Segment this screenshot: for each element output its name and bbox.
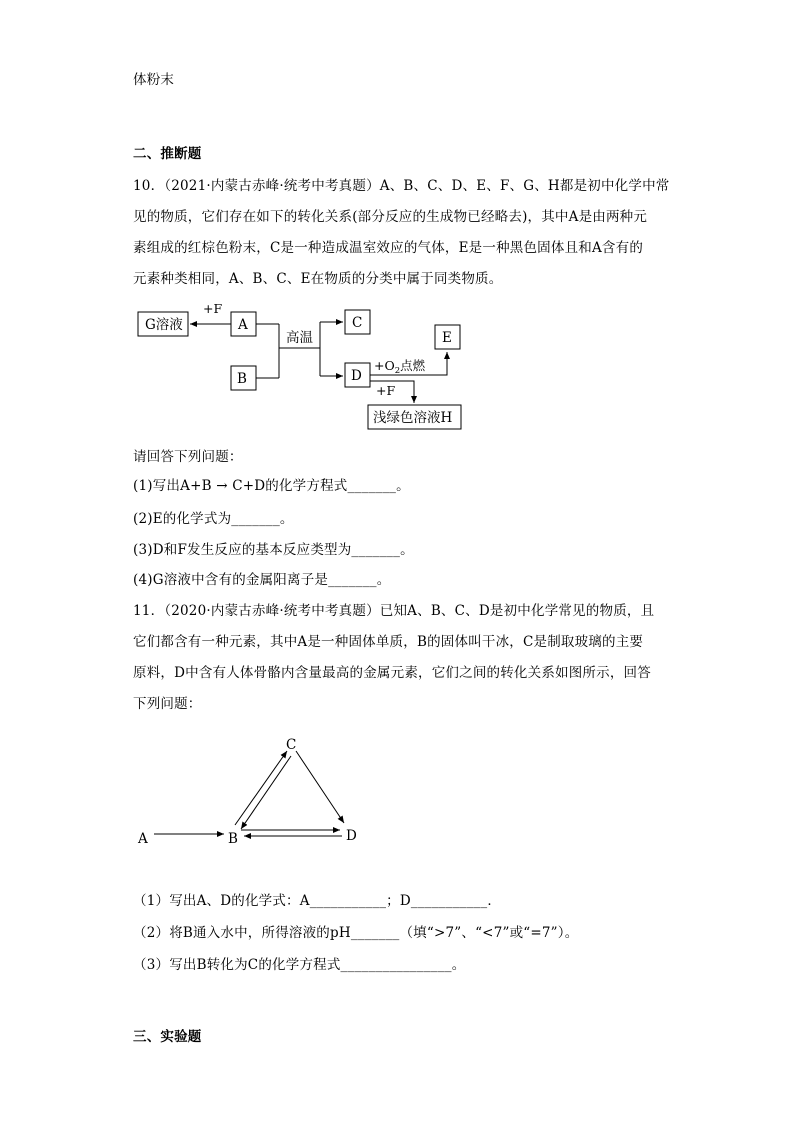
label-c: C (352, 315, 363, 331)
node-d: D (346, 828, 357, 844)
q10-line-4: 元素种类相同，A、B、C、E在物质的分类中属于同类物质。 (133, 271, 503, 287)
node-b: B (228, 831, 238, 847)
q10-subq-1: (1)写出A+B → C+D的化学方程式_______。 (133, 478, 410, 494)
q10-line-2: 见的物质，它们存在如下的转化关系(部分反应的生成物已经略去)，其中A是由两种元 (133, 209, 648, 225)
q10-line-3: 素组成的红棕色粉末，C是一种造成温室效应的气体，E是一种黑色固体且和A含有的 (133, 240, 644, 256)
section-heading-inference: 二、推断题 (133, 146, 202, 162)
label-plus-f-bottom: +F (376, 383, 396, 398)
q11-line-4: 下列问题： (133, 696, 202, 712)
q11-subq-1: （1）写出A、D的化学式：A___________；D___________． (133, 893, 502, 909)
arrow-b-to-c (235, 751, 287, 825)
q11-line-2: 它们都含有一种元素，其中A是一种固体单质，B的固体叫干冰，C是制取玻璃的主要 (133, 634, 644, 650)
section-heading-experiment: 三、实验题 (133, 1029, 202, 1045)
q11-line-1: 11．（2020·内蒙古赤峰·统考中考真题）已知A、B、C、D是初中化学常见的物质，且 (133, 603, 655, 619)
arrow-c-to-b (241, 756, 291, 829)
q10-subq-2: (2)E的化学式为_______。 (133, 511, 294, 527)
label-plus-f-top: +F (203, 301, 223, 316)
q10-subq-4: (4)G溶液中含有的金属阳离子是_______。 (133, 572, 391, 588)
q10-subq-3: (3)D和F发生反应的基本反应类型为_______。 (133, 542, 414, 558)
q11-subq-2: （2）将B通入水中，所得溶液的pH_______（填“>7”、“<7”或“=7”）。 (133, 925, 579, 941)
q10-prompt: 请回答下列问题： (133, 449, 243, 465)
label-g-solution: G溶液 (145, 317, 183, 333)
label-high-temperature: 高温 (286, 330, 313, 346)
label-b: B (237, 371, 247, 387)
top-text: 体粉末 (133, 72, 175, 88)
label-h: 浅绿色溶液H (373, 410, 453, 426)
q10-line-1: 10．（2021·内蒙古赤峰·统考中考真题）A、B、C、D、E、F、G、H都是初中化学中常 (133, 178, 670, 194)
label-e: E (442, 330, 452, 346)
label-a: A (238, 317, 248, 333)
q11-line-3: 原料，D中含有人体骨骼内含量最高的金属元素，它们之间的转化关系如图所示，回答 (133, 665, 651, 681)
arrow-c-to-d (296, 751, 344, 823)
q11-subq-3: （3）写出B转化为C的化学方程式________________。 (133, 957, 466, 973)
node-a: A (138, 831, 148, 847)
label-d: D (351, 368, 362, 384)
node-c: C (286, 737, 297, 753)
label-oxygen-ignite: $+O_2$点燃 (374, 358, 426, 376)
